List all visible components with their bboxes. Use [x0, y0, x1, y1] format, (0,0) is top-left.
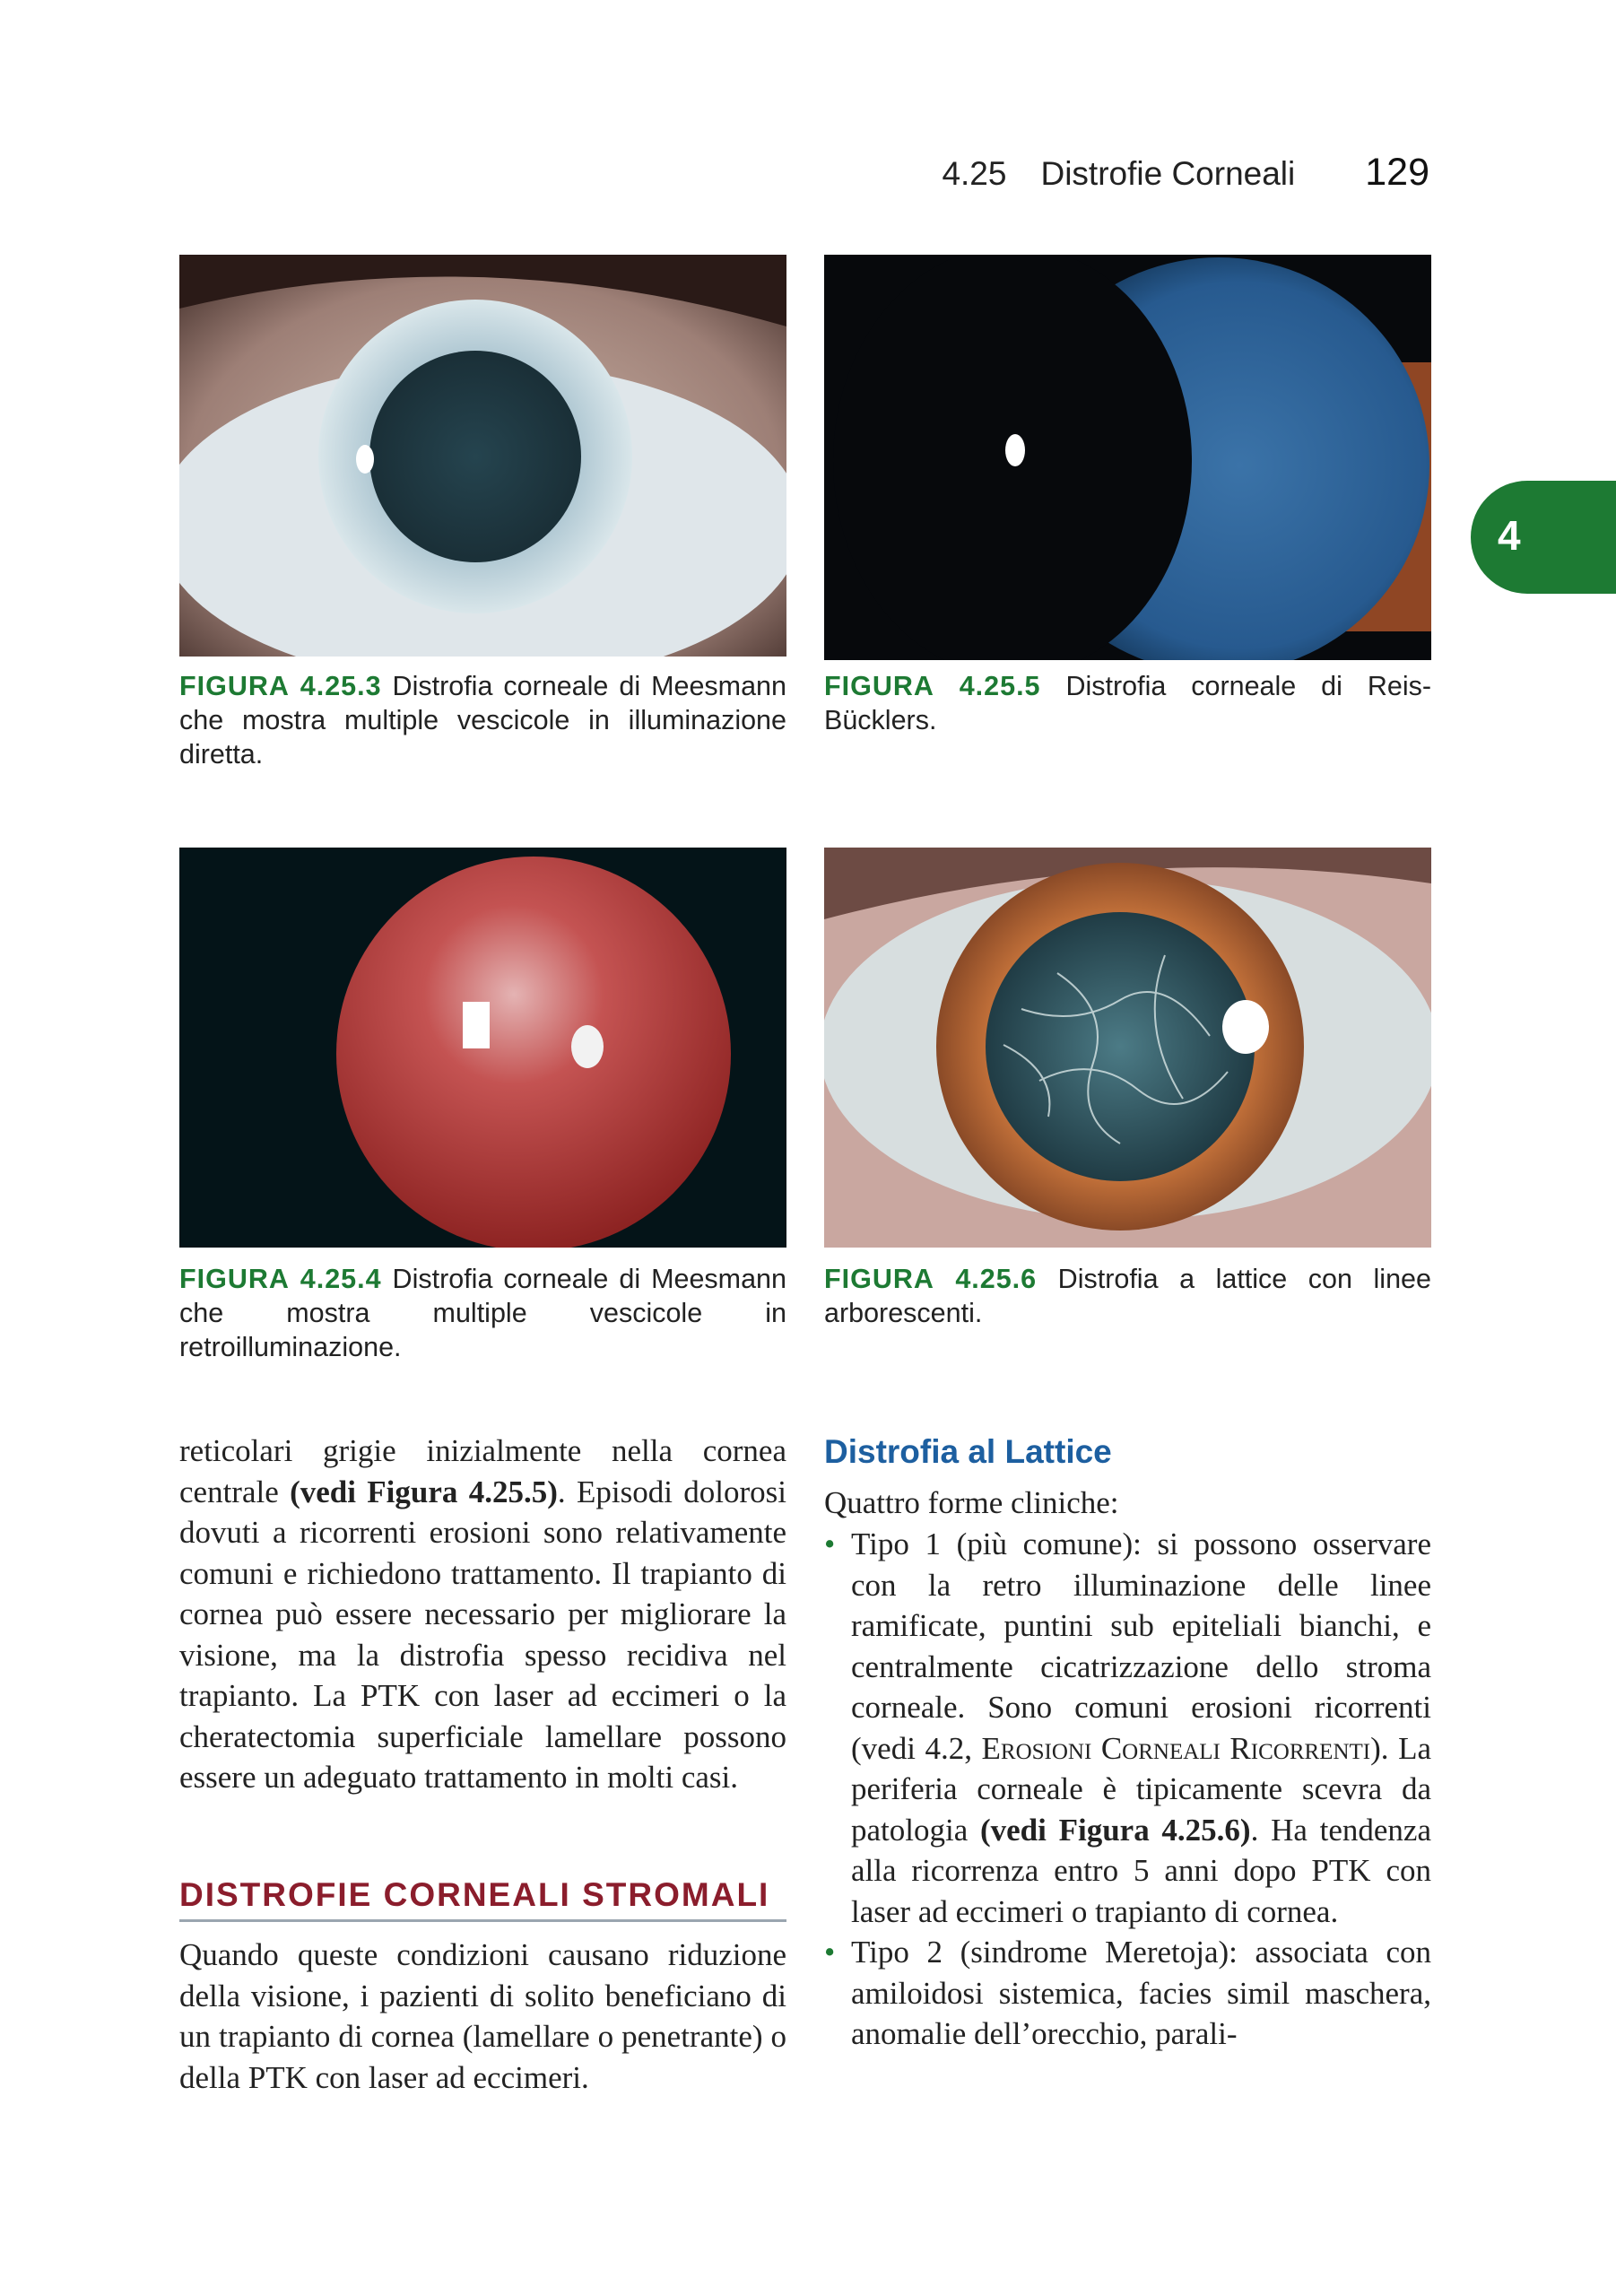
text-run: reticolari grigie inizialmente nella cornea centrale — [179, 1433, 786, 1509]
text-run: . Ha tendenza alla ricorrenza entro 5 anni dopo PTK con laser ad eccimeri o trapianto di cornea. — [851, 1812, 1431, 1929]
figure-label: FIGURA 4.25.4 — [179, 1264, 382, 1294]
figure-4-25-6-photo — [824, 848, 1431, 1248]
figure-4-25-4-caption — [179, 1262, 786, 1364]
chapter-tab-number: 4 — [1498, 512, 1521, 559]
figure-label: FIGURA 4.25.3 — [179, 671, 382, 701]
left-paragraph-2: Quando queste condizioni causano riduzione della visione, i pazienti di solito beneficiano di un trapianto di cornea (lamellare o penetrante) o della PTK con laser ad eccimeri. — [179, 1937, 786, 2095]
figure-caption-text: Distrofia corneale di Reis-Bücklers. — [824, 671, 1431, 735]
figure-caption-text: Distrofia corneale di Meesmann che mostra multiple vescicole in illuminazione diretta. — [179, 671, 786, 770]
text-run: ). La periferia corneale è tipicamente scevra da patologia — [851, 1730, 1431, 1848]
figure-reference: (vedi Figura 4.25.5) — [290, 1474, 558, 1509]
figure-4-25-5-photo — [824, 255, 1431, 660]
figure-caption-text: Distrofia corneale di Meesmann che mostra multiple vescicole in retroilluminazione. — [179, 1264, 786, 1362]
section-title: Distrofie Corneali — [1040, 155, 1296, 192]
figure-caption-text: Distrofia a lattice con linee arborescenti. — [824, 1264, 1431, 1328]
left-paragraph-1 — [179, 1431, 786, 1798]
figure-4-25-4-photo — [179, 848, 786, 1248]
chapter-tab — [1471, 481, 1616, 594]
list-item-type-1 — [824, 1524, 1431, 1932]
figure-4-25-6-caption — [824, 1262, 1431, 1330]
cross-reference: Erosioni Corneali Ricorrenti — [981, 1730, 1371, 1766]
running-header — [942, 151, 1429, 195]
text-run: Tipo 1 (più comune): si possono osservare con la retro illuminazione delle linee ramificate, puntini sub epiteliali bianchi, e centralmente cicatrizzazione dello stroma corneale. Sono comuni erosioni ricorrenti (vedi 4.2, — [851, 1526, 1431, 1766]
figure-label: FIGURA 4.25.6 — [824, 1264, 1038, 1294]
figure-4-25-3-caption — [179, 669, 786, 771]
figure-4-25-3-photo — [179, 255, 786, 657]
figure-reference: (vedi Figura 4.25.6) — [979, 1812, 1251, 1848]
right-intro: Quattro forme cliniche: — [824, 1485, 1119, 1520]
text-run: . Episodi dolorosi dovuti a ricorrenti erosioni sono relativamente comuni e richiedono trattamento. Il trapianto di cornea può essere necessario per migliorare la visione, ma la distrofia spesso recidiva nel trapianto. La PTK con laser ad eccimeri o la cheratectomia superficiale lamellare possono essere un adeguato trattamento in molti casi. — [179, 1474, 786, 1795]
list-item-type-2: • Tipo 2 (sindrome Meretoja): associata con amiloidosi sistemica, facies simil maschera, anomalie dell’orecchio, parali- — [824, 1932, 1431, 2055]
section-heading-lattice: Distrofia al Lattice — [824, 1433, 1112, 1470]
section-number: 4.25 — [942, 155, 1007, 192]
section-heading-stromal: DISTROFIE CORNEALI STROMALI — [179, 1876, 770, 1913]
heading-rule — [179, 1919, 786, 1922]
lattice-types-list — [824, 1524, 1431, 2055]
figure-label: FIGURA 4.25.5 — [824, 671, 1041, 701]
page-number: 129 — [1365, 151, 1429, 194]
figure-4-25-5-caption — [824, 669, 1431, 737]
